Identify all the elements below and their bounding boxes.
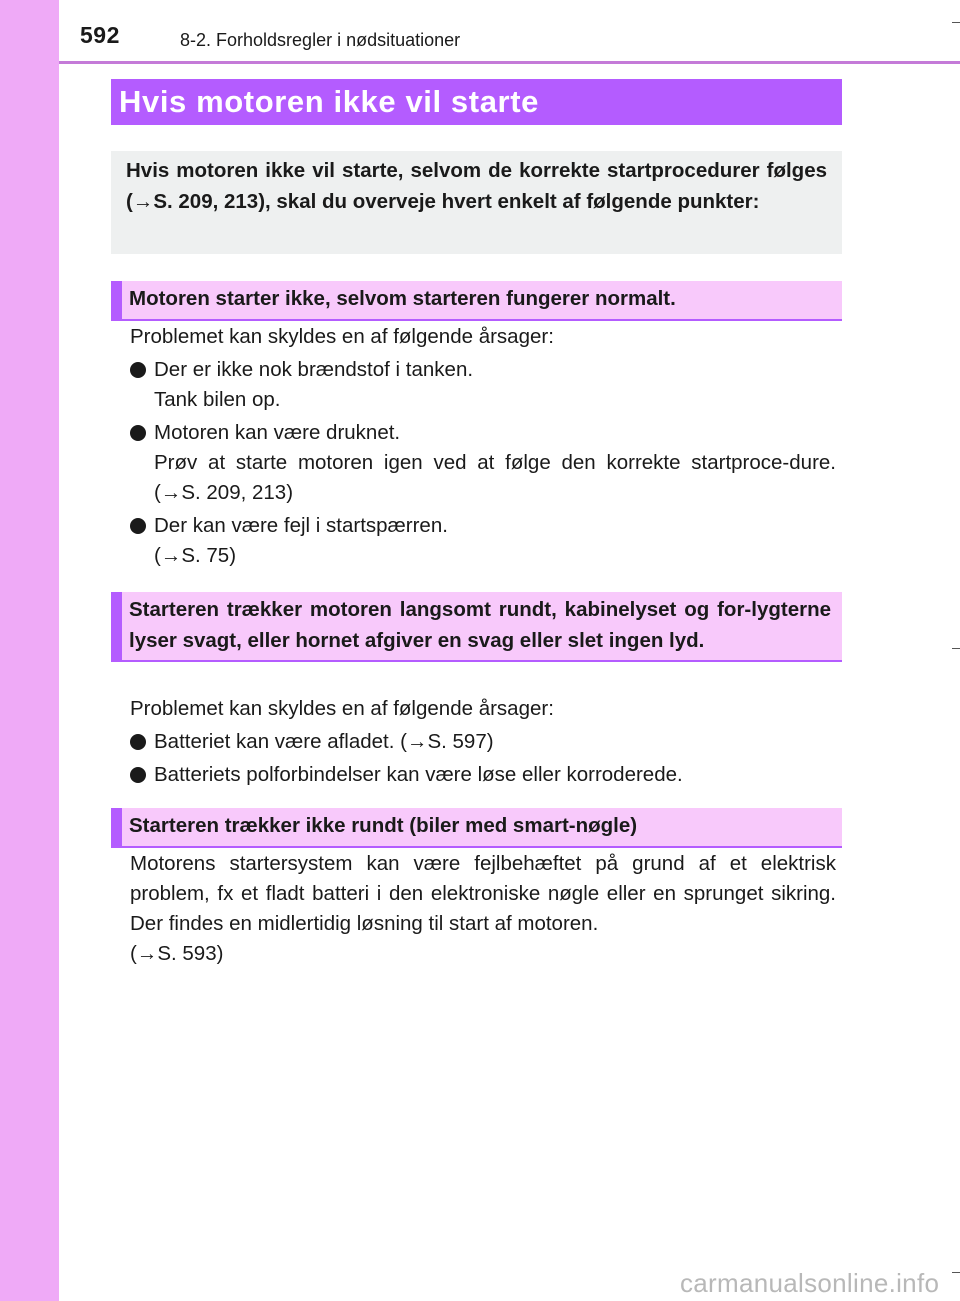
left-margin-band <box>0 0 59 1301</box>
bullet-text: Der er ikke nok brændstof i tanken. <box>154 358 474 381</box>
block-1-body <box>130 322 836 571</box>
intro-text: Hvis motoren ikke vil starte, selvom de korrekte startprocedurer følges (→S. 209, 213), skal du overveje hvert enkelt af følgende punkter: <box>126 159 827 213</box>
crop-mark <box>952 22 960 23</box>
bullet-text: Batteriets polforbindelser kan være løse eller korroderede. <box>154 763 683 786</box>
page-number: 592 <box>80 22 120 48</box>
subheading-block-3 <box>111 808 842 848</box>
block-lead: Problemet kan skyldes en af følgende årsager: <box>130 697 554 720</box>
bullet-detail: Prøv at starte motoren igen ved at følge den korrekte startproce-dure. (→S. 209, 213) <box>154 451 836 504</box>
bullet-dot-icon <box>130 767 146 783</box>
bullet-dot-icon <box>130 518 146 534</box>
subheading-block-1 <box>111 281 842 321</box>
section-title: Hvis motoren ikke vil starte <box>119 84 539 119</box>
bullet-text: Der kan være fejl i startspærren. <box>154 514 448 537</box>
subheading-text: Motoren starter ikke, selvom starteren fungerer normalt. <box>129 287 676 310</box>
bullet-dot-icon <box>130 734 146 750</box>
list-item <box>130 355 836 415</box>
bullet-detail: (→S. 75) <box>154 544 237 567</box>
block-lead: Problemet kan skyldes en af følgende årsager: <box>130 325 554 348</box>
bullet-dot-icon <box>130 425 146 441</box>
block-reference: (→S. 593) <box>130 942 224 965</box>
list-item <box>130 418 836 508</box>
bullet-dot-icon <box>130 362 146 378</box>
bullet-text: Motoren kan være druknet. <box>154 421 401 444</box>
section-banner <box>111 79 842 125</box>
intro-box <box>111 151 842 254</box>
list-item <box>130 727 836 757</box>
bullet-text: Batteriet kan være afladet. (→S. 597) <box>154 730 494 753</box>
watermark: carmanualsonline.info <box>680 1268 940 1298</box>
list-item <box>130 511 836 571</box>
subheading-block-2 <box>111 592 842 662</box>
block-paragraph: Motorens startersystem kan være fejlbehæftet på grund af et elektrisk problem, fx et fladt batteri i den elektroniske nøgle eller en sprunget sikring. Der findes en midlertidig løsning til start af motoren. <box>130 852 836 935</box>
subheading-text: Starteren trækker motoren langsomt rundt, kabinelyset og for-lygterne lyser svagt, eller hornet afgiver en svag eller slet ingen lyd. <box>129 598 831 652</box>
block-3-body <box>130 849 836 969</box>
crop-mark <box>952 648 960 649</box>
crop-mark <box>952 1272 960 1273</box>
block-2-body <box>130 694 836 790</box>
header-rule <box>59 61 960 64</box>
bullet-detail: Tank bilen op. <box>154 388 281 411</box>
subheading-text: Starteren trækker ikke rundt (biler med smart-nøgle) <box>129 814 638 837</box>
chapter-title: 8-2. Forholdsregler i nødsituationer <box>180 30 461 50</box>
list-item <box>130 760 836 790</box>
